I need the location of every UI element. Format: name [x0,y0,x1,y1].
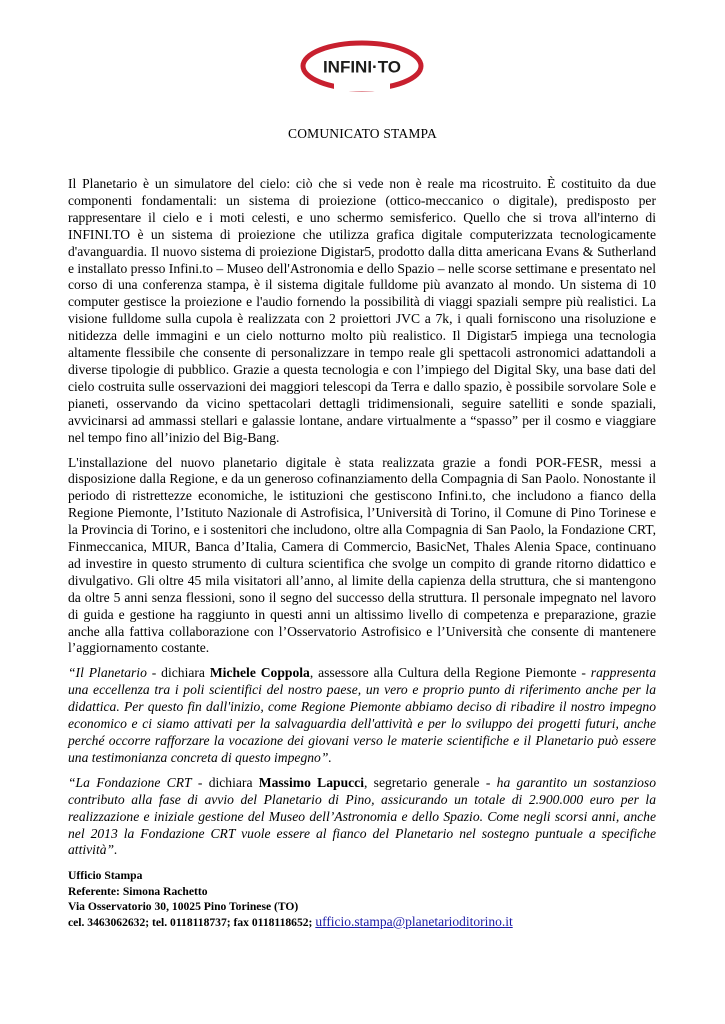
email-link[interactable]: ufficio.stampa@planetarioditorino.it [315,913,513,929]
footer-phones: cel. 3463062632; tel. 0118118737; fax 0118118652; [68,915,316,929]
infinito-logo [300,40,424,92]
speaker-name: Michele Coppola [209,665,310,681]
document-body [68,176,656,930]
quote-open: “La Fondazione CRT [68,774,192,790]
svg-text:INFINI·TO: INFINI·TO [322,57,402,77]
paragraph-planetario: Il Planetario è un simulatore del cielo: ciò che si vede non è reale ma ricostruito. È costituito da due componenti fondamentali: un sistema di proiezione (ottico-meccanico o digitale), predisposto per rappresentare il cielo e i moti celesti, e uno schermo semisferico. Quello che si trova all'interno di INFINI.TO è un sistema di proiezione che utilizza grafica digitale computerizzata tecnologicamente d'avanguardia. Il nuovo sistema di proiezione Digistar5, prodotto dalla ditta americana Evans & Sutherland e installato presso Infini.to – Museo dell'Astronomia e dello Spazio – nelle scorse settimane e presentato nel corso di una conferenza stampa, è il sistema digitale fulldome più avanzato al mondo. Un sistema di 10 computer gestisce la proiezione e l'audio fornendo la possibilità di viaggi spaziali sempre più realistici. La visione fulldome sulla cupola è realizzata con 2 proiettori JVC a 7k, i quali forniscono una risoluzione e nitidezza delle immagini e un cielo notturno molto più realistico. Il Digistar5 impiega una tecnologia altamente flessibile che consente di personalizzare in tempo reale gli spettacoli astronomici adattandoli a diverse tipologie di pubblico. Grazie a questa tecnologia e con l’impiego del Digital Sky, una base dati del cielo costruita sulle osservazioni dei maggiori telescopi da Terra e dallo spazio, è possibile sorvolare Sole e pianeti, osservando da vicino spettacolari dettagli tridimensionali, seguire satelliti e sonde spaziali, avvicinarsi ad ammassi stellari e galassie lontane, andare virtualmente a “spasso” per il cosmo e viaggiare nel tempo fino all’inizio del Big-Bang. [68,176,656,445]
paragraph-installazione: L'installazione del nuovo planetario digitale è stata realizzata grazie a fondi POR-FESR, messi a disposizione dalla Regione, e da un generoso cofinanziamento della Compagnia di San Paolo. Nonostante il periodo di ristrettezze economiche, le istituzioni che gestiscono Infini.to, che includono a fianco della Regione Piemonte, l’Istituto Nazionale di Astrofisica, l’Università di Torino, il Comune di Pino Torinese e la Provincia di Torino, e i sostenitori che includono, oltre alla Compagnia di San Paolo, la Fondazione CRT, Finmeccanica, MIUR, Banca d’Italia, Camera di Commercio, BasicNet, Thales Alenia Space, continuano ad investire in questo strumento di cultura scientifica che svolge un compito di grande ritorno didattico e divulgativo. Gli oltre 45 mila visitatori all’anno, al limite della capienza della struttura, che si mantengono da oltre 5 anni senza flessioni, sono il segno del successo della struttura. Il personale impegnato nel lavoro di guida e gestione ha raggiunto in questi anni un altissimo livello di competenza e preparazione, grazie anche alla fattiva collaborazione con l’Osservatorio Astrofisico e l’Università che consente di mantenere l’aggiornamento costante. [68,454,656,656]
quote-text: rappresenta una eccellenza tra i poli scientifici del nostro paese, un vero e proprio punto di riferimento anche per la didattica. Per questo fin dall'inizio, come Regione Piemonte abbiamo deciso di ribadire il nostro impegno economico e ci siamo attivati per la salvaguardia dell'attività e per lo sviluppo dei progetti futuri, anche perché occorre rafforzare la vocazione dei giovani verso le materie scientifiche e il Planetario può essere una testimonianza concreta di questo impegno”. [68,665,656,765]
footer-contacts [68,914,656,930]
footer-office: Ufficio Stampa [68,869,143,883]
quote-lapucci [68,775,656,860]
footer-address: Via Osservatorio 30, 10025 Pino Torinese (TO) [68,899,299,913]
press-office-footer [68,868,656,930]
quote-intro: - dichiara [191,774,259,790]
speaker-name: Massimo Lapucci [258,774,364,790]
speaker-role: , segretario generale - [363,774,497,790]
page-title: COMUNICATO STAMPA [288,126,437,141]
quote-coppola [68,665,656,766]
quote-text: ha garantito un sostanzioso contributo alla fase di avvio del Planetario di Pino, assicurando un totale di 2.900.000 euro per la realizzazione e iniziale gestione del Museo dell’Astronomia e dello Spazio. Come negli scorsi anni, anche nel 2013 la Fondazione CRT vuole essere al fianco del Planetario nel sostegno puntuale a specifiche attività”. [68,774,656,858]
footer-referent: Referente: Simona Rachetto [68,884,208,898]
quote-open: “Il Planetario [68,665,147,681]
quote-intro: - dichiara [146,665,210,681]
speaker-role: , assessore alla Cultura della Regione Piemonte - [309,665,591,681]
